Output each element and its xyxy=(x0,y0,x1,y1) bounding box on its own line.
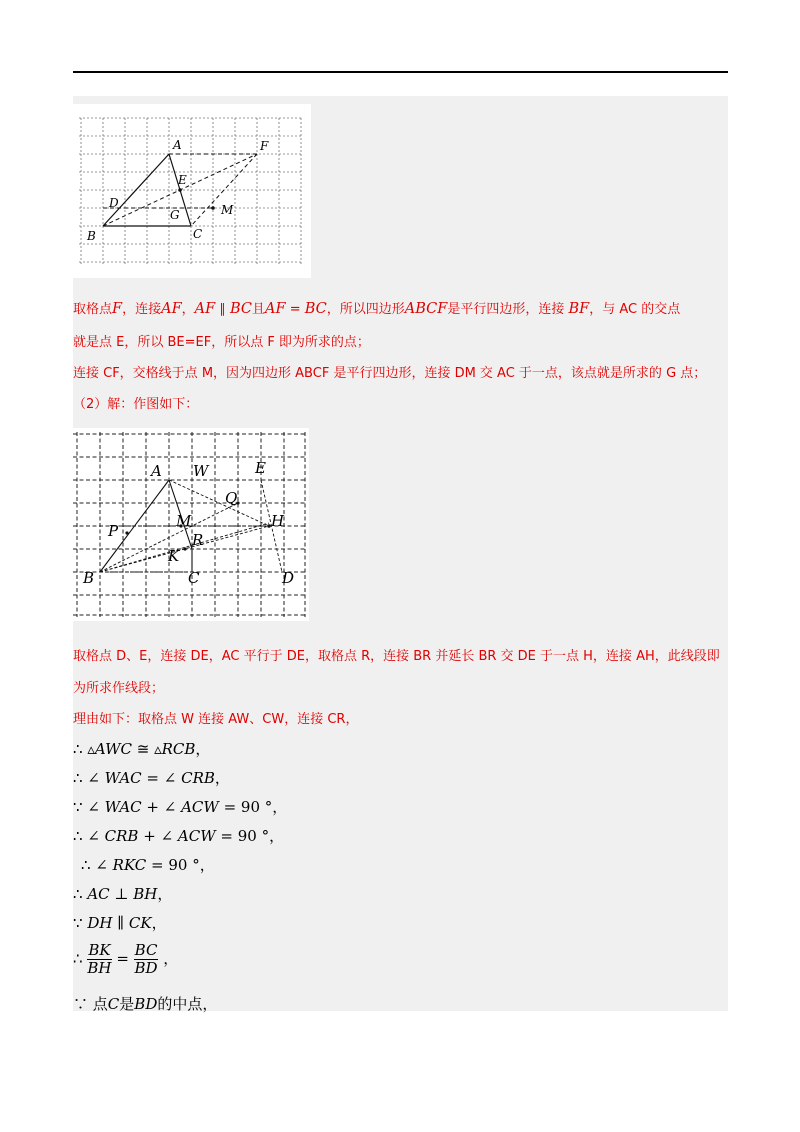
para1-line3: 连接 CF，交格线于点 M，因为四边形 ABCF 是平行四边形，连接 DM 交 AC 于一点，该点就是所求的 G 点； xyxy=(73,366,707,381)
fraction-numerator: BK xyxy=(88,941,111,959)
math-term: RCB xyxy=(161,740,196,758)
math-term: RKC xyxy=(112,856,147,874)
label-P: P xyxy=(108,522,119,540)
para2-line1: 取格点 D、E，连接 DE，AC 平行于 DE，取格点 R，连接 BR 并延长 BR 交 DE 于一点 H，连接 AH，此线段即 xyxy=(73,649,720,664)
label-C: C xyxy=(188,569,200,587)
para1-line1 xyxy=(73,298,680,317)
para2-line2: 为所求作线段； xyxy=(73,681,165,696)
math-BC: BC xyxy=(304,301,327,317)
label-Q: Q xyxy=(225,489,238,507)
fraction-bk-bh xyxy=(87,942,111,977)
punctuation: ， xyxy=(151,914,167,932)
math-AF: AF xyxy=(161,301,182,317)
proof-step-3 xyxy=(73,796,287,817)
text-segment: ， xyxy=(181,302,195,317)
proof-step-9 xyxy=(73,993,217,1014)
therefore-symbol: ∴ xyxy=(73,949,88,968)
angle-symbol: ∠ xyxy=(87,827,105,845)
punctuation: ， xyxy=(158,949,179,968)
perpendicular-symbol: ⊥ xyxy=(109,885,134,903)
plus-symbol: + xyxy=(141,798,164,816)
label-A: A xyxy=(173,138,182,152)
plus-symbol: + xyxy=(138,827,161,845)
math-value: = 90 °， xyxy=(218,798,288,816)
header-rule xyxy=(73,71,728,73)
label-M: M xyxy=(176,512,192,530)
proof-step-5 xyxy=(81,854,215,875)
proof-step-7 xyxy=(73,912,167,933)
figure-1 xyxy=(73,104,311,278)
label-M: M xyxy=(221,203,234,217)
math-term: ACW xyxy=(181,798,219,816)
angle-symbol: ∠ xyxy=(163,798,182,816)
math-AF: AF xyxy=(194,301,216,317)
label-E: E xyxy=(178,173,187,187)
punctuation: ， xyxy=(195,740,211,758)
para1-line2: 就是点 E，所以 BE=EF，所以点 F 即为所求的点； xyxy=(73,335,370,350)
therefore-symbol: ∴ xyxy=(73,827,88,845)
label-D: D xyxy=(109,196,119,210)
angle-symbol: ∠ xyxy=(95,856,113,874)
because-symbol: ∵ xyxy=(73,914,88,932)
equals-symbol: = xyxy=(285,302,305,317)
para1-line4: （2）解：作图如下： xyxy=(73,397,199,412)
proof-step-8 xyxy=(73,942,178,977)
text-segment: 是平行四边形，连接 xyxy=(447,302,569,317)
label-A: A xyxy=(151,462,162,480)
text-segment: ，连接 xyxy=(122,302,162,317)
equals-symbol: = xyxy=(111,949,134,968)
math-term: CRB xyxy=(104,827,139,845)
label-E: E xyxy=(255,459,266,477)
parallel-symbol: ∥ xyxy=(112,914,129,932)
label-G: G xyxy=(170,208,180,222)
label-F: F xyxy=(260,139,269,153)
congruent-symbol: ≅ xyxy=(131,740,155,758)
math-term: ACW xyxy=(177,827,216,845)
equals-symbol: = xyxy=(141,769,164,787)
text-segment: 是 xyxy=(119,995,135,1013)
therefore-symbol: ∴ xyxy=(73,769,88,787)
proof-step-4 xyxy=(73,825,284,846)
para2-line3: 理由如下：取格点 W 连接 AW、CW，连接 CR， xyxy=(73,712,359,727)
proof-step-1 xyxy=(73,738,210,759)
math-F: F xyxy=(112,301,123,317)
text-segment: 的中点， xyxy=(157,995,218,1013)
figure-2 xyxy=(73,428,309,621)
proof-step-6 xyxy=(73,883,172,904)
figure-2-svg xyxy=(73,428,309,621)
math-value: = 90 °， xyxy=(146,856,215,874)
label-H: H xyxy=(271,512,285,530)
math-term: WAC xyxy=(104,798,142,816)
math-term: BD xyxy=(134,995,158,1013)
therefore-symbol: ∴ xyxy=(81,856,96,874)
fraction-denominator: BH xyxy=(87,959,112,977)
math-value: = 90 °， xyxy=(215,827,285,845)
angle-symbol: ∠ xyxy=(87,798,105,816)
label-B: B xyxy=(83,569,95,587)
because-symbol: ∵ xyxy=(73,995,93,1013)
therefore-symbol: ∴ xyxy=(73,885,88,903)
math-AF: AF xyxy=(265,301,286,317)
math-term: WAC xyxy=(104,769,142,787)
label-K: K xyxy=(168,547,180,565)
fraction-numerator: BC xyxy=(134,941,158,959)
math-ABCF: ABCF xyxy=(404,301,448,317)
because-symbol: ∵ xyxy=(73,798,88,816)
math-term: AC xyxy=(87,885,110,903)
therefore-symbol: ∴ xyxy=(73,740,88,758)
label-R: R xyxy=(192,531,204,549)
math-term: CK xyxy=(128,914,152,932)
proof-step-2 xyxy=(73,767,230,788)
label-B: B xyxy=(87,229,96,243)
text-segment: 且 xyxy=(252,302,266,317)
parallel-symbol: ∥ xyxy=(215,302,230,317)
math-term: AWC xyxy=(94,740,132,758)
fraction-denominator: BD xyxy=(134,959,158,977)
triangle-symbol: ▵ xyxy=(87,740,95,758)
angle-symbol: ∠ xyxy=(160,827,178,845)
angle-symbol: ∠ xyxy=(87,769,105,787)
punctuation: ， xyxy=(214,769,230,787)
text-segment: 取格点 xyxy=(73,302,113,317)
math-term: DH xyxy=(87,914,113,932)
label-D: D xyxy=(282,569,295,587)
math-term: CRB xyxy=(181,769,215,787)
label-W: W xyxy=(193,462,209,480)
angle-symbol: ∠ xyxy=(163,769,182,787)
punctuation: ， xyxy=(157,885,173,903)
figure-1-svg xyxy=(73,104,311,278)
text-segment: ，与 AC 的交点 xyxy=(589,302,681,317)
math-BF: BF xyxy=(568,301,590,317)
text-segment: ，所以四边形 xyxy=(326,302,405,317)
text-segment: 点 xyxy=(92,995,108,1013)
fraction-bc-bd xyxy=(134,942,159,977)
math-term: C xyxy=(107,995,120,1013)
triangle-symbol: ▵ xyxy=(154,740,162,758)
label-C: C xyxy=(193,227,203,241)
math-BC: BC xyxy=(229,301,252,317)
math-term: BH xyxy=(133,885,158,903)
